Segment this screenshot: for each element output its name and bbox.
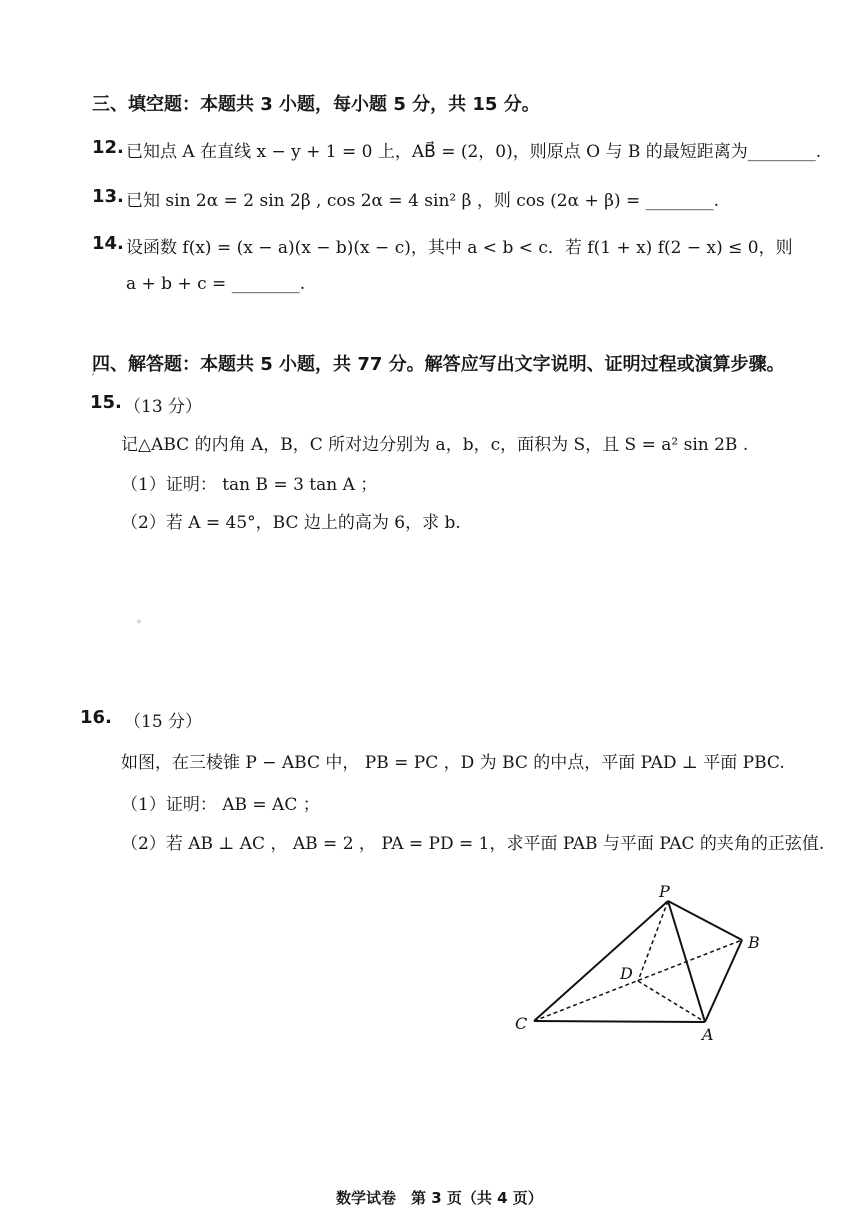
edge-ca bbox=[534, 1021, 705, 1022]
edge-pd-hidden bbox=[638, 901, 668, 981]
question-16-number: 16. bbox=[80, 707, 112, 728]
question-14-number: 14. bbox=[92, 233, 124, 254]
question-16-part-1: （1）证明： AB = AC ； bbox=[121, 795, 320, 815]
scan-mark: ˊ bbox=[90, 374, 95, 385]
question-13-text: 已知 sin 2α = 2 sin 2β , cos 2α = 4 sin² β ，则 cos (2α + β) = ________. bbox=[126, 191, 720, 211]
question-15-part-1: （1）证明： tan B = 3 tan A ； bbox=[121, 475, 378, 495]
question-15-points: （13 分） bbox=[124, 397, 203, 417]
scan-mark: ◦ bbox=[136, 617, 142, 628]
vertex-label-c: C bbox=[515, 1014, 528, 1033]
question-16-points: （15 分） bbox=[124, 712, 203, 732]
question-16-stem: 如图，在三棱锥 P − ABC 中， PB = PC ，D 为 BC 的中点，平面 PAD ⊥ 平面 PBC. bbox=[121, 753, 785, 773]
question-16-part-2: （2）若 AB ⊥ AC ， AB = 2 ， PA = PD = 1，求平面 PAB 与平面 PAC 的夹角的正弦值. bbox=[121, 834, 825, 854]
question-13-number: 13. bbox=[92, 186, 124, 207]
vertex-label-a: A bbox=[702, 1025, 714, 1044]
vertex-label-d: D bbox=[620, 964, 633, 983]
question-14-line-2: a + b + c = ________. bbox=[126, 274, 306, 294]
page-footer: 数学试卷 第 3 页（共 4 页） bbox=[336, 1189, 543, 1207]
tetrahedron-figure bbox=[500, 878, 790, 1048]
question-14-line-1: 设函数 f(x) = (x − a)(x − b)(x − c)，其中 a < b < c．若 f(1 + x) f(2 − x) ≤ 0，则 bbox=[126, 238, 793, 258]
vertex-label-b: B bbox=[748, 933, 760, 952]
vertex-label-p: P bbox=[659, 882, 670, 901]
section-4-heading: 四、解答题：本题共 5 小题，共 77 分。解答应写出文字说明、证明过程或演算步骤。 bbox=[92, 354, 785, 375]
section-3-heading: 三、填空题：本题共 3 小题，每小题 5 分，共 15 分。 bbox=[92, 94, 540, 115]
question-15-part-2: （2）若 A = 45°，BC 边上的高为 6，求 b. bbox=[121, 513, 461, 533]
question-15-stem: 记△ABC 的内角 A，B，C 所对边分别为 a，b，c，面积为 S，且 S = a² sin 2B . bbox=[121, 435, 749, 455]
question-15-number: 15. bbox=[90, 392, 122, 413]
question-12-text: 已知点 A 在直线 x − y + 1 = 0 上，AB⃗ = (2，0)，则原点 O 与 B 的最短距离为________. bbox=[126, 142, 822, 162]
question-12-number: 12. bbox=[92, 137, 124, 158]
edge-pc bbox=[534, 901, 668, 1021]
